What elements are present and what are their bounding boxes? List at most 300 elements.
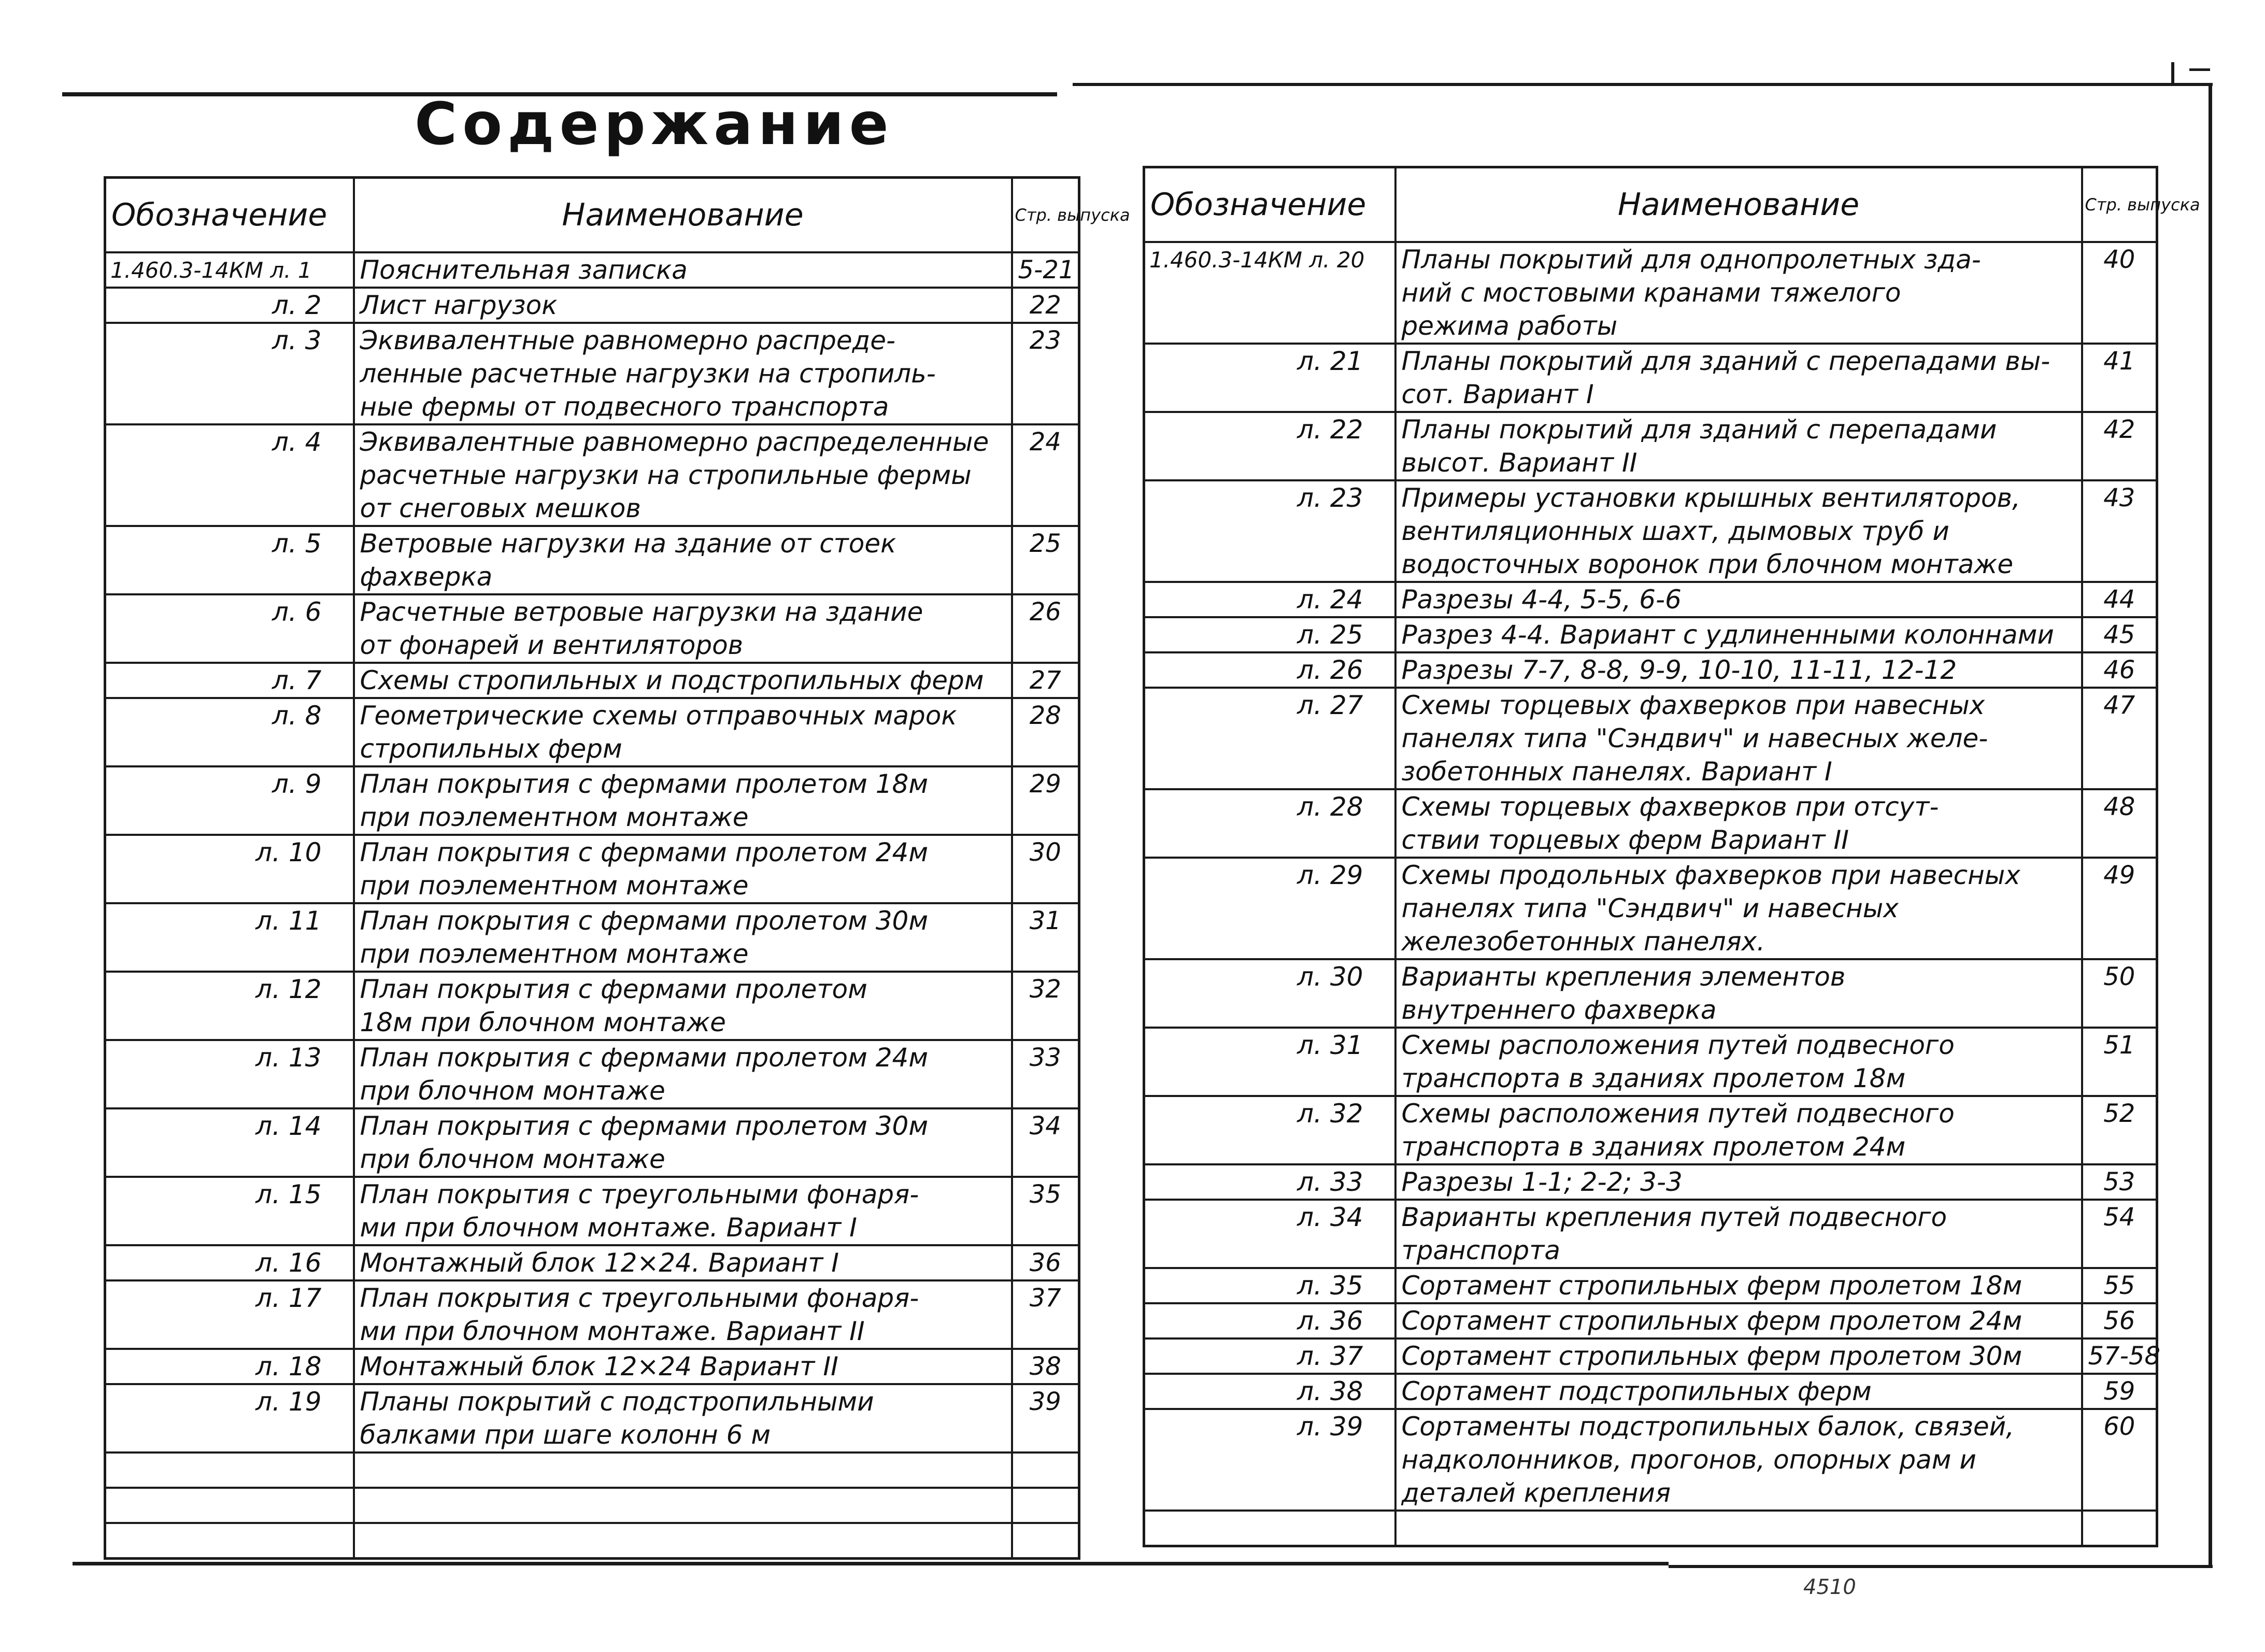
table-row	[1144, 688, 2157, 722]
page-number: 33	[1012, 1040, 1079, 1074]
sheet-designation	[1144, 925, 1395, 959]
sheet-designation	[105, 629, 354, 663]
table-row	[105, 390, 1079, 424]
sheet-name-line: сот. Вариант I	[1395, 378, 2082, 412]
empty-cell	[354, 1452, 1012, 1488]
empty-cell	[1012, 1523, 1079, 1559]
sheet-name-line: ленные расчетные нагрузки на стропиль-	[354, 357, 1012, 390]
page-number: 53	[2082, 1164, 2157, 1200]
sheet-name-line: ний с мостовыми кранами тяжелого	[1395, 276, 2082, 309]
table-row	[105, 1006, 1079, 1040]
table-row	[105, 1280, 1079, 1315]
sheet-name-line: при блочном монтаже	[354, 1074, 1012, 1108]
sheet-designation: л. 23	[1144, 480, 1395, 515]
empty-cell	[2082, 1511, 2157, 1546]
page-number	[1012, 459, 1079, 492]
page-number: 24	[1012, 424, 1079, 459]
table-row	[105, 937, 1079, 972]
page-number: 36	[1012, 1245, 1079, 1280]
page-number	[2082, 1443, 2157, 1476]
page-number	[1012, 937, 1079, 972]
sheet-name-line: Разрезы 7-7, 8-8, 9-9, 10-10, 11-11, 12-12	[1395, 652, 2082, 688]
sheet-designation: л. 14	[105, 1108, 354, 1143]
page-number	[1012, 492, 1079, 526]
table-row	[105, 492, 1079, 526]
sheet-name-line: Разрез 4-4. Вариант с удлиненными колоннами	[1395, 617, 2082, 652]
sheet-name-line: Монтажный блок 12×24 Вариант II	[354, 1349, 1012, 1384]
sheet-name-line: Расчетные ветровые нагрузки на здание	[354, 594, 1012, 629]
top-rule-right	[1073, 83, 2213, 86]
header-name: Наименование	[1395, 167, 2082, 243]
table-row	[105, 1211, 1079, 1245]
table-row	[105, 424, 1079, 459]
sheet-name-line: при поэлементном монтаже	[354, 869, 1012, 903]
sheet-designation: л. 12	[105, 972, 354, 1006]
sheet-designation: 1.460.3-14КМ л. 20	[1144, 242, 1395, 276]
sheet-name-line: надколонников, прогонов, опорных рам и	[1395, 1443, 2082, 1476]
sheet-name-line: Варианты крепления путей подвесного	[1395, 1200, 2082, 1234]
sheet-designation: л. 9	[105, 766, 354, 801]
sheet-designation	[1144, 1476, 1395, 1511]
table-row	[105, 663, 1079, 698]
table-row	[1144, 1164, 2157, 1200]
page-number	[1012, 1143, 1079, 1177]
sheet-name-line: Эквивалентные равномерно распреде-	[354, 323, 1012, 357]
sheet-designation	[1144, 309, 1395, 344]
page-number	[2082, 1476, 2157, 1511]
sheet-designation: л. 30	[1144, 959, 1395, 993]
empty-cell	[1395, 1511, 2082, 1546]
table-row	[1144, 1096, 2157, 1130]
page-number: 49	[2082, 858, 2157, 892]
page-number: 51	[2082, 1028, 2157, 1062]
page-number: 27	[1012, 663, 1079, 698]
table-row	[105, 1177, 1079, 1211]
sheet-designation: л. 39	[1144, 1409, 1395, 1443]
table-row	[1144, 446, 2157, 480]
page-number: 60	[2082, 1409, 2157, 1443]
page-number	[2082, 925, 2157, 959]
sheet-designation: л. 10	[105, 835, 354, 869]
sheet-designation	[1144, 548, 1395, 582]
sheet-name-line: Схемы стропильных и подстропильных ферм	[354, 663, 1012, 698]
page-number	[2082, 1234, 2157, 1268]
sheet-designation	[105, 1418, 354, 1452]
page-number	[2082, 1062, 2157, 1096]
sheet-designation	[105, 1315, 354, 1349]
table-row	[105, 1418, 1079, 1452]
page-number	[2082, 892, 2157, 925]
sheet-designation: л. 31	[1144, 1028, 1395, 1062]
sheet-designation	[105, 1143, 354, 1177]
sheet-name-line: зобетонных панелях. Вариант I	[1395, 755, 2082, 789]
table-row	[105, 288, 1079, 323]
sheet-designation: л. 26	[1144, 652, 1395, 688]
header-page: Стр. выпуска	[2082, 167, 2157, 243]
sheet-designation	[1144, 1234, 1395, 1268]
sheet-name-line: ми при блочном монтаже. Вариант I	[354, 1211, 1012, 1245]
page-number	[2082, 722, 2157, 755]
sheet-designation	[105, 560, 354, 594]
sheet-name-line: Ветровые нагрузки на здание от стоек	[354, 526, 1012, 560]
sheet-designation	[1144, 722, 1395, 755]
sheet-name-line: Схемы продольных фахверков при навесных	[1395, 858, 2082, 892]
sheet-name-line: при поэлементном монтаже	[354, 801, 1012, 835]
table-row	[105, 869, 1079, 903]
table-row	[1144, 1338, 2157, 1374]
sheet-designation: 1.460.3-14КМ л. 1	[105, 252, 354, 288]
table-row	[1144, 652, 2157, 688]
page-number: 45	[2082, 617, 2157, 652]
sheet-name-line: панелях типа "Сэндвич" и навесных желе-	[1395, 722, 2082, 755]
sheet-designation	[1144, 378, 1395, 412]
sheet-designation	[105, 801, 354, 835]
page-number: 47	[2082, 688, 2157, 722]
sheet-name-line: Варианты крепления элементов	[1395, 959, 2082, 993]
table-row	[1144, 276, 2157, 309]
table-row	[105, 1384, 1079, 1418]
empty-cell	[354, 1488, 1012, 1523]
page-number	[1012, 1006, 1079, 1040]
page-number: 42	[2082, 412, 2157, 446]
table-row	[105, 526, 1079, 560]
sheet-designation: л. 16	[105, 1245, 354, 1280]
table-row	[105, 1349, 1079, 1384]
sheet-name-line: План покрытия с треугольными фонаря-	[354, 1280, 1012, 1315]
sheet-stamp: 4510	[1803, 1575, 1856, 1599]
sheet-designation: л. 24	[1144, 582, 1395, 617]
page-number	[1012, 629, 1079, 663]
page-number: 32	[1012, 972, 1079, 1006]
sheet-name-line: транспорта в зданиях пролетом 18м	[1395, 1062, 2082, 1096]
table-row	[1144, 858, 2157, 892]
sheet-name-line: от фонарей и вентиляторов	[354, 629, 1012, 663]
sheet-name-line: План покрытия с фермами пролетом 18м	[354, 766, 1012, 801]
sheet-name-line: Эквивалентные равномерно распределенные	[354, 424, 1012, 459]
sheet-designation: л. 3	[105, 323, 354, 357]
table-row	[105, 1315, 1079, 1349]
page-number	[2082, 823, 2157, 858]
table-row	[1144, 1130, 2157, 1164]
sheet-designation	[1144, 755, 1395, 789]
empty-row	[105, 1488, 1079, 1523]
table-row	[1144, 1268, 2157, 1303]
sheet-name-line: Монтажный блок 12×24. Вариант I	[354, 1245, 1012, 1280]
bottom-rule-left	[73, 1562, 1669, 1565]
sheet-designation	[105, 390, 354, 424]
sheet-name-line: стропильных ферм	[354, 732, 1012, 766]
page-number	[2082, 309, 2157, 344]
right-border	[2209, 83, 2212, 1565]
header-designation: Обозначение	[105, 178, 354, 253]
page-number: 43	[2082, 480, 2157, 515]
page-number	[2082, 276, 2157, 309]
table-row	[1144, 582, 2157, 617]
sheet-designation	[1144, 993, 1395, 1028]
sheet-name-line: Планы покрытий для зданий с перепадами вы-	[1395, 344, 2082, 378]
sheet-designation	[105, 937, 354, 972]
table-row	[1144, 925, 2157, 959]
page-number: 50	[2082, 959, 2157, 993]
page-number	[2082, 755, 2157, 789]
sheet-designation: л. 2	[105, 288, 354, 323]
table-row	[1144, 1409, 2157, 1443]
sheet-name-line: Схемы торцевых фахверков при отсут-	[1395, 789, 2082, 823]
sheet-designation: л. 35	[1144, 1268, 1395, 1303]
table-row	[105, 629, 1079, 663]
page-number: 37	[1012, 1280, 1079, 1315]
sheet-designation: л. 36	[1144, 1303, 1395, 1338]
page-number: 26	[1012, 594, 1079, 629]
sheet-designation	[1144, 276, 1395, 309]
sheet-name-line: фахверка	[354, 560, 1012, 594]
page-number: 38	[1012, 1349, 1079, 1384]
sheet-name-line: Схемы расположения путей подвесного	[1395, 1096, 2082, 1130]
contents-table-right	[1143, 166, 2200, 1547]
sheet-name-line: 18м при блочном монтаже	[354, 1006, 1012, 1040]
contents-table-left	[104, 176, 1130, 1560]
sheet-designation: л. 5	[105, 526, 354, 560]
page-number: 44	[2082, 582, 2157, 617]
table-row	[105, 323, 1079, 357]
table-row	[1144, 789, 2157, 823]
empty-cell	[105, 1488, 354, 1523]
page-number: 59	[2082, 1374, 2157, 1409]
sheet-designation: л. 22	[1144, 412, 1395, 446]
table-row	[105, 560, 1079, 594]
sheet-designation	[105, 357, 354, 390]
page-number: 35	[1012, 1177, 1079, 1211]
sheet-name-line: Лист нагрузок	[354, 288, 1012, 323]
table-row	[1144, 722, 2157, 755]
table-row	[1144, 617, 2157, 652]
sheet-name-line: Планы покрытий для однопролетных зда-	[1395, 242, 2082, 276]
header-page: Стр. выпуска	[1012, 178, 1079, 253]
page-number	[1012, 390, 1079, 424]
table-row	[1144, 993, 2157, 1028]
page-number: 55	[2082, 1268, 2157, 1303]
sheet-name-line: Геометрические схемы отправочных марок	[354, 698, 1012, 732]
sheet-designation: л. 17	[105, 1280, 354, 1315]
sheet-designation: л. 34	[1144, 1200, 1395, 1234]
table-row	[105, 1074, 1079, 1108]
table-row	[1144, 480, 2157, 515]
sheet-designation: л. 29	[1144, 858, 1395, 892]
sheet-designation: л. 15	[105, 1177, 354, 1211]
table-row	[105, 459, 1079, 492]
empty-cell	[105, 1523, 354, 1559]
table-row	[1144, 378, 2157, 412]
sheet-designation: л. 6	[105, 594, 354, 629]
empty-cell	[1144, 1511, 1395, 1546]
page-number	[1012, 1074, 1079, 1108]
table-row	[1144, 515, 2157, 548]
header-name: Наименование	[354, 178, 1012, 253]
table-row	[1144, 1303, 2157, 1338]
sheet-name-line: ствии торцевых ферм Вариант II	[1395, 823, 2082, 858]
sheet-name-line: внутреннего фахверка	[1395, 993, 2082, 1028]
corner-tick	[2171, 62, 2174, 83]
table-row	[105, 252, 1079, 288]
sheet-designation	[105, 459, 354, 492]
header-designation: Обозначение	[1144, 167, 1395, 243]
table-row	[1144, 1062, 2157, 1096]
sheet-name-line: План покрытия с фермами пролетом 30м	[354, 1108, 1012, 1143]
table-row	[1144, 1028, 2157, 1062]
empty-cell	[354, 1523, 1012, 1559]
page-number	[1012, 560, 1079, 594]
sheet-designation	[1144, 892, 1395, 925]
page-number	[2082, 1130, 2157, 1164]
table-row	[1144, 344, 2157, 378]
sheet-name-line: Сортамент стропильных ферм пролетом 18м	[1395, 1268, 2082, 1303]
page-number	[2082, 378, 2157, 412]
table-row	[1144, 1200, 2157, 1234]
table-row	[105, 766, 1079, 801]
page-number	[1012, 1315, 1079, 1349]
page-number: 46	[2082, 652, 2157, 688]
page-number	[2082, 446, 2157, 480]
sheet-designation: л. 18	[105, 1349, 354, 1384]
table-row	[105, 1143, 1079, 1177]
table-row	[105, 972, 1079, 1006]
sheet-name-line: при поэлементном монтаже	[354, 937, 1012, 972]
sheet-name-line: транспорта	[1395, 1234, 2082, 1268]
sheet-designation: л. 27	[1144, 688, 1395, 722]
sheet-name-line: Пояснительная записка	[354, 252, 1012, 288]
table-row	[1144, 823, 2157, 858]
sheet-name-line: Разрезы 4-4, 5-5, 6-6	[1395, 582, 2082, 617]
page-number	[1012, 869, 1079, 903]
table-row	[105, 357, 1079, 390]
sheet-designation	[105, 732, 354, 766]
sheet-designation: л. 13	[105, 1040, 354, 1074]
sheet-designation: л. 7	[105, 663, 354, 698]
empty-cell	[105, 1452, 354, 1488]
table-row	[1144, 1234, 2157, 1268]
page-number: 25	[1012, 526, 1079, 560]
page-title: Содержание	[415, 91, 894, 158]
sheet-name-line: железобетонных панелях.	[1395, 925, 2082, 959]
page-number: 48	[2082, 789, 2157, 823]
empty-cell	[1012, 1488, 1079, 1523]
table-row	[105, 732, 1079, 766]
table-row	[105, 801, 1079, 835]
bottom-rule-right	[1669, 1565, 2213, 1568]
sheet-designation: л. 32	[1144, 1096, 1395, 1130]
sheet-name-line: План покрытия с фермами пролетом 24м	[354, 1040, 1012, 1074]
page-number	[1012, 801, 1079, 835]
page-number: 57-58	[2082, 1338, 2157, 1374]
empty-row	[1144, 1511, 2157, 1546]
corner-dash	[2189, 68, 2210, 71]
empty-cell	[1012, 1452, 1079, 1488]
sheet-designation: л. 28	[1144, 789, 1395, 823]
table-row	[1144, 892, 2157, 925]
page-number: 52	[2082, 1096, 2157, 1130]
sheet-designation	[1144, 515, 1395, 548]
sheet-name-line: Сортамент подстропильных ферм	[1395, 1374, 2082, 1409]
sheet-designation	[105, 492, 354, 526]
sheet-name-line: Сортаменты подстропильных балок, связей,	[1395, 1409, 2082, 1443]
page-number	[2082, 548, 2157, 582]
sheet-designation	[105, 1211, 354, 1245]
sheet-name-line: Планы покрытий для зданий с перепадами	[1395, 412, 2082, 446]
table-row	[1144, 242, 2157, 276]
sheet-designation	[1144, 1062, 1395, 1096]
sheet-name-line: от снеговых мешков	[354, 492, 1012, 526]
sheet-designation: л. 11	[105, 903, 354, 937]
sheet-name-line: деталей крепления	[1395, 1476, 2082, 1511]
empty-row	[105, 1452, 1079, 1488]
table-row	[105, 903, 1079, 937]
sheet-name-line: Схемы торцевых фахверков при навесных	[1395, 688, 2082, 722]
sheet-designation: л. 21	[1144, 344, 1395, 378]
table-row	[105, 835, 1079, 869]
sheet-name-line: при блочном монтаже	[354, 1143, 1012, 1177]
page-number	[1012, 1418, 1079, 1452]
page-number	[1012, 732, 1079, 766]
sheet-name-line: План покрытия с фермами пролетом	[354, 972, 1012, 1006]
page-number: 31	[1012, 903, 1079, 937]
page-number: 28	[1012, 698, 1079, 732]
sheet-name-line: Планы покрытий с подстропильными	[354, 1384, 1012, 1418]
sheet-designation: л. 19	[105, 1384, 354, 1418]
table-row	[1144, 755, 2157, 789]
sheet-name-line: режима работы	[1395, 309, 2082, 344]
sheet-name-line: Сортамент стропильных ферм пролетом 24м	[1395, 1303, 2082, 1338]
sheet-designation: л. 38	[1144, 1374, 1395, 1409]
page-number: 29	[1012, 766, 1079, 801]
sheet-designation: л. 33	[1144, 1164, 1395, 1200]
sheet-name-line: панелях типа "Сэндвич" и навесных	[1395, 892, 2082, 925]
table-row	[1144, 959, 2157, 993]
page-number	[1012, 357, 1079, 390]
sheet-name-line: Схемы расположения путей подвесного	[1395, 1028, 2082, 1062]
page-number: 23	[1012, 323, 1079, 357]
sheet-name-line: ми при блочном монтаже. Вариант II	[354, 1315, 1012, 1349]
page-number: 30	[1012, 835, 1079, 869]
table-row	[105, 1245, 1079, 1280]
sheet-name-line: План покрытия с фермами пролетом 24м	[354, 835, 1012, 869]
page-number: 56	[2082, 1303, 2157, 1338]
sheet-designation	[105, 869, 354, 903]
sheet-designation: л. 4	[105, 424, 354, 459]
sheet-name-line: вентиляционных шахт, дымовых труб и	[1395, 515, 2082, 548]
sheet-designation	[1144, 1130, 1395, 1164]
page-number: 34	[1012, 1108, 1079, 1143]
table-row	[1144, 548, 2157, 582]
sheet-designation	[1144, 1443, 1395, 1476]
page-number	[1012, 1211, 1079, 1245]
table-row	[105, 1108, 1079, 1143]
table-row	[105, 698, 1079, 732]
table-row	[1144, 1374, 2157, 1409]
sheet-name-line: Примеры установки крышных вентиляторов,	[1395, 480, 2082, 515]
page-number: 5-21	[1012, 252, 1079, 288]
sheet-name-line: высот. Вариант II	[1395, 446, 2082, 480]
page-number	[2082, 515, 2157, 548]
sheet-name-line: Сортамент стропильных ферм пролетом 30м	[1395, 1338, 2082, 1374]
sheet-name-line: расчетные нагрузки на стропильные фермы	[354, 459, 1012, 492]
sheet-designation	[1144, 446, 1395, 480]
sheet-designation: л. 25	[1144, 617, 1395, 652]
sheet-name-line: транспорта в зданиях пролетом 24м	[1395, 1130, 2082, 1164]
page-number: 40	[2082, 242, 2157, 276]
sheet-name-line: ные фермы от подвесного транспорта	[354, 390, 1012, 424]
table-row	[1144, 1443, 2157, 1476]
sheet-name-line: Разрезы 1-1; 2-2; 3-3	[1395, 1164, 2082, 1200]
